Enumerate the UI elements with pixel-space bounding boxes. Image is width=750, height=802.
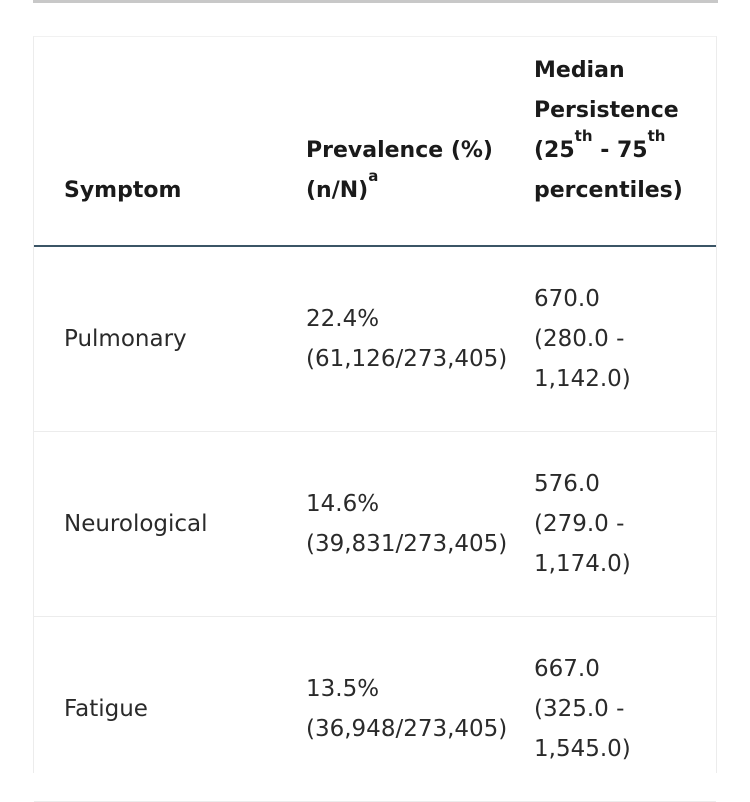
cell-prevalence	[274, 246, 518, 432]
header-row	[34, 37, 716, 246]
symptom-table	[34, 37, 716, 802]
cell-persistence	[518, 617, 716, 802]
cell-symptom: Fatigue	[34, 617, 274, 802]
header-prevalence	[274, 37, 518, 246]
persistence-median: 667.0	[534, 656, 600, 682]
persistence-range-low: (279.0 -	[534, 511, 625, 537]
header-symptom	[34, 37, 274, 246]
header-persistence-line2: Persistence	[534, 98, 679, 123]
header-persistence-sup-th-1: th	[574, 126, 593, 145]
top-divider	[33, 0, 718, 3]
cell-prevalence	[274, 432, 518, 617]
cell-prevalence	[274, 617, 518, 802]
prevalence-counts: (36,948/273,405)	[306, 716, 508, 742]
persistence-median: 576.0	[534, 471, 600, 497]
header-prevalence-line2	[306, 166, 518, 211]
table-body	[34, 246, 716, 802]
header-persistence-line3	[534, 126, 716, 171]
persistence-range-high: 1,142.0)	[534, 366, 631, 392]
persistence-range-high: 1,545.0)	[534, 736, 631, 762]
prevalence-counts: (61,126/273,405)	[306, 346, 508, 372]
header-prevalence-nN: (n/N)	[306, 178, 369, 203]
header-persistence-75: - 75	[592, 138, 648, 163]
persistence-range-low: (325.0 -	[534, 696, 625, 722]
table-header	[34, 37, 716, 246]
table-row	[34, 432, 716, 617]
prevalence-percent: 14.6%	[306, 491, 380, 517]
prevalence-counts: (39,831/273,405)	[306, 531, 508, 557]
cell-symptom: Pulmonary	[34, 246, 274, 432]
cell-persistence	[518, 246, 716, 432]
persistence-median: 670.0	[534, 286, 600, 312]
header-prevalence-line1: Prevalence (%)	[306, 138, 493, 163]
table-row	[34, 617, 716, 802]
persistence-range-high: 1,174.0)	[534, 551, 631, 577]
header-persistence-sup-th-2: th	[647, 126, 666, 145]
header-persistence-line1: Median	[534, 58, 625, 83]
header-persistence	[518, 37, 716, 246]
header-symptom-label: Symptom	[64, 178, 182, 203]
table-row	[34, 246, 716, 432]
persistence-range-low: (280.0 -	[534, 326, 625, 352]
cell-persistence	[518, 432, 716, 617]
prevalence-percent: 22.4%	[306, 306, 380, 332]
cell-symptom: Neurological	[34, 432, 274, 617]
header-prevalence-footnote: a	[368, 166, 379, 185]
header-persistence-25: (25	[534, 138, 575, 163]
symptom-table-container	[33, 36, 717, 773]
header-persistence-line4: percentiles)	[534, 178, 683, 203]
prevalence-percent: 13.5%	[306, 676, 380, 702]
